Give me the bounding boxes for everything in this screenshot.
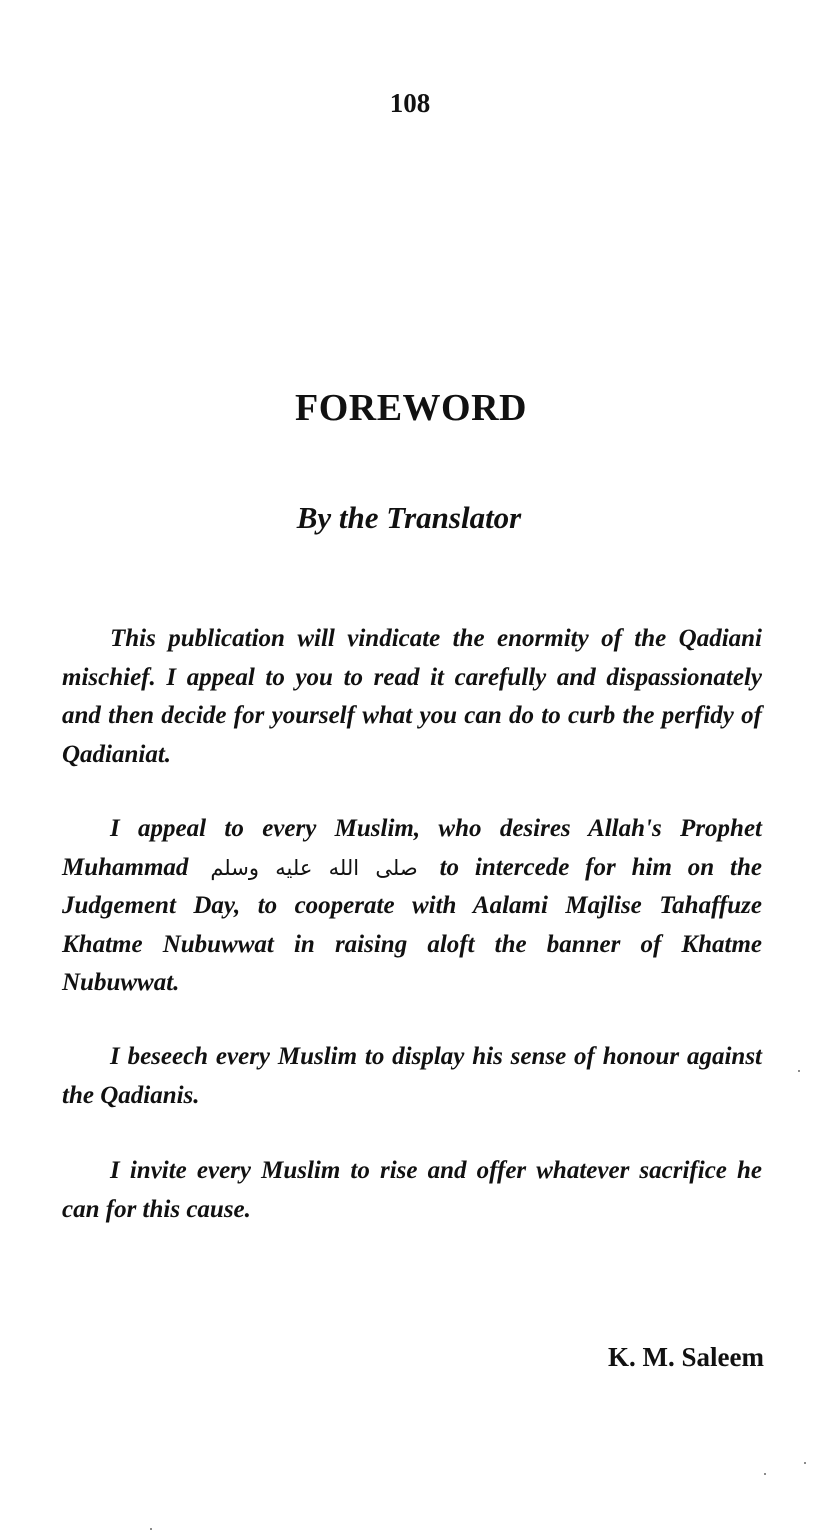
page-subtitle: By the Translator bbox=[296, 500, 522, 535]
scan-speck bbox=[764, 1473, 766, 1475]
paragraph-invite: I invite every Muslim to rise and offer whatever sacrifice he can for this cause. bbox=[62, 1157, 762, 1223]
scan-speck bbox=[798, 1070, 800, 1072]
paragraph-beseech: I beseech every Muslim to display his sense of honour against the Qadianis. bbox=[62, 1043, 762, 1109]
arabic-salutation: صلى الله عليه وسلم bbox=[210, 855, 418, 880]
paragraph-appeal-end: to intercede for him on the Judgement Day, to cooperate with Aalami Majlise Tahaffuze Khatme Nubuwwat in raising aloft the banner of Khatme Nubuwwat. bbox=[62, 853, 762, 996]
paragraph-appeal-start: I appeal to every Muslim, who desires Allah's Prophet Muhammad bbox=[62, 815, 762, 881]
scan-speck bbox=[150, 1528, 152, 1530]
scan-speck bbox=[804, 1462, 806, 1464]
signature: K. M. Saleem bbox=[608, 1342, 764, 1372]
paragraph-publication: This publication will vindicate the enormity of the Qadiani mischief. I appeal to you to read it carefully and dispassionately and then decide for yourself what you can do to curb the perfidy of Qadianiat. bbox=[62, 625, 762, 768]
page-number: 108 bbox=[389, 88, 431, 118]
paragraph-appeal bbox=[62, 810, 762, 1003]
page-title: FOREWORD bbox=[295, 387, 527, 429]
